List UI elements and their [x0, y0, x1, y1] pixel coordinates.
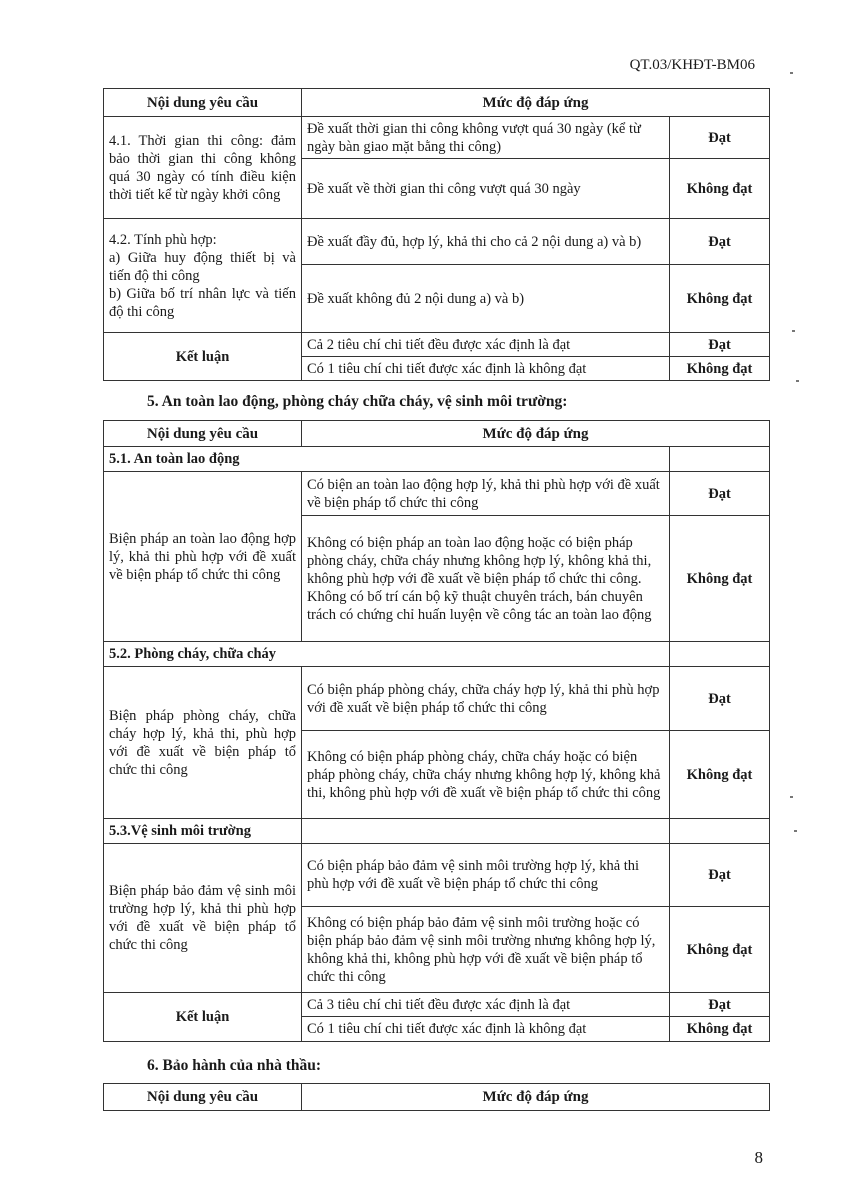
result-pass: Đạt [670, 667, 770, 731]
section-5-heading: 5. An toàn lao động, phòng cháy chữa cháy, vệ sinh môi trường: [147, 393, 568, 410]
pass-criterion: Có biện an toàn lao động hợp lý, khả thi phù hợp với đề xuất về biện pháp tổ chức thi công [302, 472, 670, 516]
requirement-cell: Biện pháp phòng cháy, chữa cháy hợp lý, khả thi, phù hợp với đề xuất về biện pháp tổ chức thi công [104, 667, 302, 819]
conclusion-pass-criterion: Cả 2 tiêu chí chi tiết đều được xác định là đạt [302, 333, 670, 357]
result-pass: Đạt [670, 333, 770, 357]
result-fail: Không đạt [670, 907, 770, 993]
section-6-heading: 6. Bảo hành của nhà thầu: [147, 1057, 322, 1074]
pass-criterion: Có biện pháp phòng cháy, chữa cháy hợp lý, khả thi phù hợp với đề xuất về biện pháp tổ chức thi công [302, 667, 670, 731]
result-pass: Đạt [670, 117, 770, 159]
pass-criterion: Đề xuất đầy đủ, hợp lý, khả thi cho cả 2 nội dung a) và b) [302, 219, 670, 265]
table-row [104, 117, 770, 159]
conclusion-fail-criterion: Có 1 tiêu chí chi tiết được xác định là không đạt [302, 1017, 670, 1042]
header-requirement: Nội dung yêu cầu [104, 421, 302, 447]
scan-speck [796, 380, 799, 382]
empty-cell [670, 642, 770, 667]
table-row [104, 472, 770, 516]
subsection-title: 5.2. Phòng cháy, chữa cháy [104, 642, 670, 667]
result-pass: Đạt [670, 472, 770, 516]
scan-speck [794, 830, 797, 832]
conclusion-row [104, 333, 770, 357]
fail-criterion: Đề xuất không đủ 2 nội dung a) và b) [302, 265, 670, 333]
subsection-title: 5.3.Vệ sinh môi trường [104, 819, 302, 844]
fail-criterion: Không có biện pháp phòng cháy, chữa cháy hoặc có biện pháp phòng cháy, chữa cháy nhưng không hợp lý, không khả thi, không phù hợp với đề xuất về biện pháp tổ chức thi công [302, 731, 670, 819]
fail-criterion: Không có biện pháp bảo đảm vệ sinh môi trường hoặc có biện pháp bảo đảm vệ sinh môi trường nhưng không hợp lý, không khả thi, không phù hợp với đề xuất về biện pháp tổ chức thi công [302, 907, 670, 993]
result-pass: Đạt [670, 844, 770, 907]
scan-speck [792, 330, 795, 332]
table-header-row [104, 1084, 770, 1111]
requirement-line: 4.2. Tính phù hợp: [109, 231, 217, 248]
table-header-row [104, 421, 770, 447]
result-fail: Không đạt [670, 357, 770, 381]
pass-criterion: Có biện pháp bảo đảm vệ sinh môi trường hợp lý, khả thi phù hợp với đề xuất về biện pháp tổ chức thi công [302, 844, 670, 907]
document-code: QT.03/KHĐT-BM06 [629, 57, 755, 73]
header-response: Mức độ đáp ứng [302, 89, 770, 117]
header-requirement: Nội dung yêu cầu [104, 1084, 302, 1111]
subsection-row [104, 447, 770, 472]
table-row [104, 667, 770, 731]
requirement-cell: Biện pháp bảo đảm vệ sinh môi trường hợp lý, khả thi phù hợp với đề xuất về biện pháp tổ chức thi công [104, 844, 302, 993]
result-fail: Không đạt [670, 159, 770, 219]
criteria-table-5 [103, 420, 770, 1042]
requirement-line: a) Giữa huy động thiết bị và tiến độ thi công [109, 249, 296, 284]
criteria-table-4 [103, 88, 770, 381]
table-row [104, 844, 770, 907]
fail-criterion: Không có biện pháp an toàn lao động hoặc có biện pháp phòng cháy, chữa cháy nhưng không hợp lý, không khả thi, không phù hợp với đề xuất về biện pháp tổ chức thi công. Không có bố trí cán bộ kỹ thuật chuyên trách, bán chuyên trách có chứng chỉ huấn luyện về công tác an toàn lao động [302, 516, 670, 642]
result-fail: Không đạt [670, 731, 770, 819]
table-row [104, 219, 770, 265]
header-response: Mức độ đáp ứng [302, 421, 770, 447]
result-fail: Không đạt [670, 1017, 770, 1042]
conclusion-label: Kết luận [104, 993, 302, 1042]
table-header-row [104, 89, 770, 117]
conclusion-fail-criterion: Có 1 tiêu chí chi tiết được xác định là không đạt [302, 357, 670, 381]
page-number: 8 [754, 1148, 763, 1167]
subsection-row [104, 819, 770, 844]
pass-criterion: Đề xuất thời gian thi công không vượt quá 30 ngày (kể từ ngày bàn giao mặt bằng thi công) [302, 117, 670, 159]
conclusion-row [104, 993, 770, 1017]
result-fail: Không đạt [670, 265, 770, 333]
fail-criterion: Đề xuất về thời gian thi công vượt quá 30 ngày [302, 159, 670, 219]
requirement-cell: 4.1. Thời gian thi công: đảm bảo thời gian thi công không quá 30 ngày có tính điều kiện thời tiết kể từ ngày khởi công [104, 117, 302, 219]
requirement-cell [104, 219, 302, 333]
subsection-title: 5.1. An toàn lao động [104, 447, 670, 472]
requirement-cell: Biện pháp an toàn lao động hợp lý, khả thi phù hợp với đề xuất về biện pháp tổ chức thi công [104, 472, 302, 642]
header-requirement: Nội dung yêu cầu [104, 89, 302, 117]
empty-cell [302, 819, 670, 844]
conclusion-label: Kết luận [104, 333, 302, 381]
result-pass: Đạt [670, 219, 770, 265]
empty-cell [670, 447, 770, 472]
scan-speck [790, 72, 793, 74]
conclusion-pass-criterion: Cả 3 tiêu chí chi tiết đều được xác định là đạt [302, 993, 670, 1017]
header-response: Mức độ đáp ứng [302, 1084, 770, 1111]
criteria-table-6 [103, 1083, 770, 1111]
scan-speck [790, 796, 793, 798]
requirement-line: b) Giữa bố trí nhân lực và tiến độ thi công [109, 285, 296, 320]
empty-cell [670, 819, 770, 844]
result-pass: Đạt [670, 993, 770, 1017]
subsection-row [104, 642, 770, 667]
result-fail: Không đạt [670, 516, 770, 642]
